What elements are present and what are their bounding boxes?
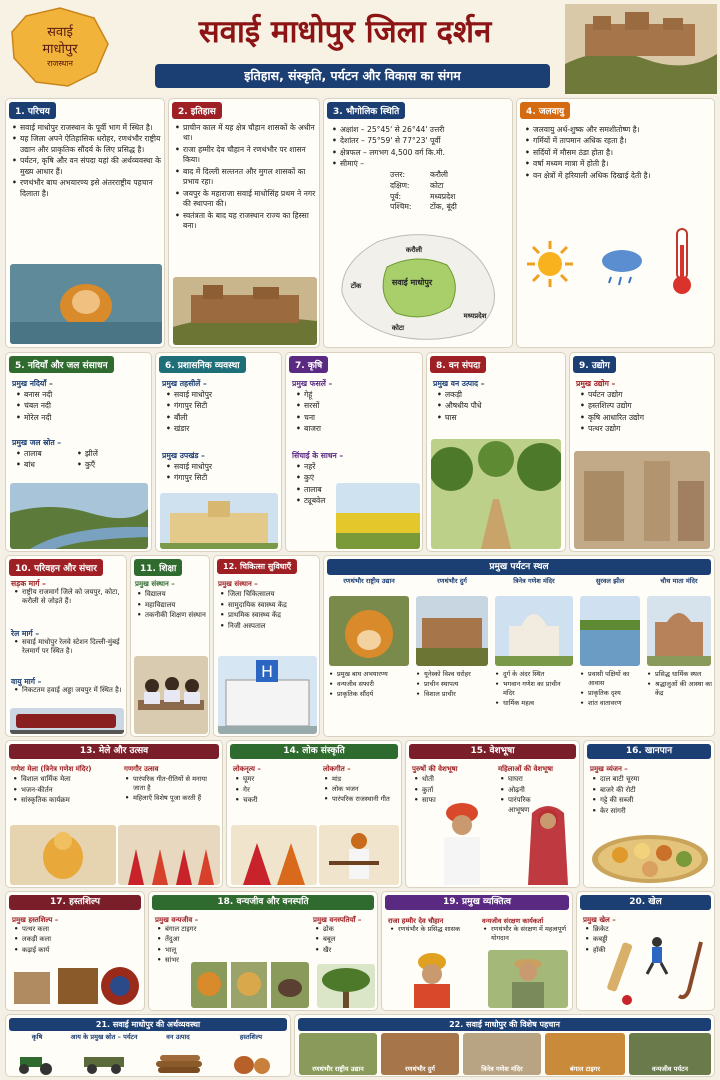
section-folk-culture <box>226 740 402 888</box>
tourism-place-list <box>328 670 410 700</box>
thermometer-icon <box>667 225 697 297</box>
attire-item: • साफा <box>413 796 473 806</box>
tourism-place-list <box>494 670 574 709</box>
climate-list <box>524 125 710 182</box>
economy-item: हस्तशिल्प <box>239 1033 263 1041</box>
borders-label: • सीमाएं – <box>331 159 509 169</box>
cuisine-heading: 16. खानपान <box>587 744 711 759</box>
health-item: • प्राथमिक स्वास्थ्य केंद्र <box>219 611 319 621</box>
crop-item: • गेहूं <box>295 390 415 400</box>
rail-list <box>13 638 125 657</box>
gangaur-label: गणगौर उत्सव <box>124 765 159 773</box>
musician-image <box>319 825 399 885</box>
fort-image <box>173 277 317 345</box>
section-industry <box>569 352 715 552</box>
tourism-item: • श्रद्धालुओं की आस्था का केंद्र <box>646 680 712 698</box>
dish-item: • दाल बाटी चूरमा <box>591 775 711 785</box>
dish-item: • बाजरे की रोटी <box>591 786 711 796</box>
tourism-item: • शांत वातावरण <box>579 699 641 708</box>
tourism-item: • भगवान गणेश का प्राचीन मंदिर <box>494 680 574 698</box>
hockey-stick-icon <box>677 940 709 1004</box>
tourism-item: • प्रमुख बाघ अभयारण्य <box>328 670 410 679</box>
animal-item: • तेंदुआ <box>156 935 226 944</box>
water-item: • बांध <box>15 460 75 470</box>
subdivisions-label: प्रमुख उपखंड – <box>162 451 205 460</box>
folk-heading: 14. लोक संस्कृति <box>230 744 398 759</box>
subdivisions-list <box>165 462 279 485</box>
dance-item: • चकरी <box>234 796 314 806</box>
history-item: • जयपुर के महाराजा सवाई माधोसिंह प्रथम ने नगर की स्थापना की। <box>174 189 316 210</box>
section-health <box>213 555 320 737</box>
section-history-heading: 2. इतिहास <box>172 102 222 119</box>
identity-card <box>545 1033 625 1075</box>
climate-item: • वन क्षेत्रों में हरियाली अधिक दिखाई देती है। <box>524 171 710 181</box>
attire-item: • कुर्ता <box>413 786 473 796</box>
industry-label: प्रमुख उद्योग – <box>576 379 616 388</box>
border-east-label: पूर्व: <box>390 191 402 201</box>
logs-icon <box>154 1053 204 1075</box>
tourism-item: • यूनेस्को विश्व धरोहर <box>415 670 489 679</box>
song-item: • मांड <box>323 775 401 784</box>
section-health-heading: 12. चिकित्सा सुविधाएँ <box>217 559 297 574</box>
road-item: • राष्ट्रीय राजमार्ग जिले को जयपुर, कोटा, करौली से जोड़ते हैं। <box>13 588 125 606</box>
handicraft-item: • पत्थर कला <box>13 925 141 934</box>
section-geography-heading: 3. भौगोलिक स्थिति <box>327 102 405 119</box>
tehsils-label: प्रमुख तहसीलें – <box>162 379 207 388</box>
rivers-label: प्रमुख नदियाँ – <box>12 379 53 388</box>
section-admin-heading: 6. प्रशासनिक व्यवस्था <box>159 356 246 373</box>
section-forest-heading: 8. वन संपदा <box>430 356 486 373</box>
handicraft-list <box>13 925 141 956</box>
border-north-label: उत्तर: <box>390 170 406 179</box>
section-forest <box>426 352 566 552</box>
tourism-place-name: रणथंभौर दुर्ग <box>437 577 467 585</box>
tourism-item: • प्राकृतिक सौंदर्य <box>328 690 410 699</box>
woman-in-traditional-dress-image <box>518 793 578 885</box>
road-label: सड़क मार्ग – <box>11 579 46 588</box>
industry-item: • हस्तशिल्प उद्योग <box>579 401 711 411</box>
identity-label: वन्यजीव पर्यटन <box>651 1064 689 1073</box>
tehsil-item: • खंडार <box>165 424 279 434</box>
identity-label: त्रिनेत्र गणेश मंदिर <box>481 1064 523 1073</box>
tractor-icon <box>14 1053 60 1075</box>
tourism-item: • धार्मिक महत्व <box>494 699 574 708</box>
border-south: कोटा <box>430 180 444 190</box>
fair-item: • महिलाएँ विशेष पूजा करती हैं <box>124 794 220 803</box>
section-cuisine <box>583 740 715 888</box>
history-item: • बाद में दिल्ली सल्तनत और मुगल शासकों का प्रभाव रहा। <box>174 167 316 188</box>
identity-heading: 22. सवाई माधोपुर की विशेष पहचान <box>298 1018 711 1031</box>
section-fairs <box>5 740 223 888</box>
section-rivers-heading: 5. नदियाँ और जल संसाधन <box>9 356 114 373</box>
road-list <box>13 588 125 607</box>
history-item: • राजा हम्मीर देव चौहान ने रणथंभौर पर शासन किया। <box>174 145 316 166</box>
forest-item: • लकड़ी <box>436 390 560 400</box>
folk-song-list <box>323 775 401 805</box>
handicraft-item: • कढ़ाई कार्य <box>13 946 141 955</box>
train-image <box>10 708 124 734</box>
longitude: • देशांतर – 75°59' से 77°23' पूर्वी <box>331 136 509 146</box>
forest-item: • औषधीय पौधे <box>436 401 560 411</box>
page-subtitle: इतिहास, संस्कृति, पर्यटन और विकास का संगम <box>155 64 550 88</box>
tourism-place-name: सुरवल झील <box>595 577 625 585</box>
tourism-item: • विशाल प्राचीर <box>415 690 489 699</box>
health-item: • निजी अस्पताल <box>219 622 319 632</box>
border-north: करौली <box>430 170 449 179</box>
forest-item: • घास <box>436 413 560 423</box>
section-rivers <box>5 352 152 552</box>
section-climate <box>516 98 715 348</box>
badge-line1: सवाई <box>47 25 73 40</box>
ganesh-idol-image <box>10 825 116 885</box>
dance-item: • घूमर <box>234 775 314 785</box>
industry-item: • पर्यटन उद्योग <box>579 390 711 400</box>
dish-item: • गट्टे की सब्जी <box>591 796 711 806</box>
subdivision-item: • गंगापुर सिटी <box>165 473 279 483</box>
section-geography <box>323 98 513 348</box>
hammir-list <box>389 925 477 935</box>
hockey-player-icon <box>639 936 675 976</box>
health-list <box>219 590 319 633</box>
tourism-item: • प्रवासी पक्षियों का आवास <box>579 670 641 688</box>
tehsil-item: • सवाई माधोपुर <box>165 390 279 400</box>
tourism-place <box>414 578 490 734</box>
dance-item: • गेर <box>234 786 314 796</box>
lake-image <box>580 596 640 666</box>
intro-item: • सवाई माधोपुर राजस्थान के पूर्वी भाग में स्थित है। <box>11 123 161 133</box>
dish-item: • केर सांगरी <box>591 807 711 817</box>
men-attire-label: पुरुषों की वेशभूषा <box>412 765 458 773</box>
attire-item: • पारंपरिक आभूषण <box>499 796 553 815</box>
section-industry-heading: 9. उद्योग <box>573 356 616 373</box>
identity-card <box>463 1033 541 1075</box>
section-intro-heading: 1. परिचय <box>9 102 56 119</box>
economy-item: कृषि <box>31 1033 43 1041</box>
economy-item: आय के प्रमुख स्रोत – पर्यटन <box>70 1033 138 1041</box>
crop-item: • चना <box>295 413 415 423</box>
cuisine-list <box>591 775 711 818</box>
conservationist-image <box>488 950 568 1008</box>
folk-song-label: लोकगीत – <box>323 765 351 773</box>
tourism-item: • प्राकृतिक दृश्य <box>579 689 641 698</box>
mustard-field-image <box>336 483 420 549</box>
geography-list <box>331 125 509 171</box>
identity-card <box>299 1033 377 1075</box>
song-item: • पारंपरिक राजस्थानी गीत <box>323 795 401 804</box>
river-item: • मोरेल नदी <box>15 413 145 423</box>
plant-item: • खैर <box>314 946 376 955</box>
attire-item: • ओढ़नी <box>499 786 553 796</box>
industry-list <box>579 390 711 436</box>
economy-item: वन उत्पाद <box>166 1033 190 1041</box>
tehsils-list <box>165 390 279 436</box>
hospital-image <box>218 656 317 734</box>
history-item: • स्वतंत्रता के बाद यह राजस्थान राज्य का हिस्सा बना। <box>174 211 316 232</box>
water-item: • तालाब <box>15 449 75 459</box>
animal-item: • सांभर <box>156 956 226 965</box>
air-list <box>13 686 125 696</box>
industry-item: • पत्थर उद्योग <box>579 424 711 434</box>
stone-carving-image <box>574 451 710 549</box>
section-history <box>168 98 320 348</box>
personality-item: • रणथंभौर के प्रसिद्ध शासक <box>389 925 477 934</box>
personality-item: • रणथंभौर के संरक्षण में महत्वपूर्ण योगदान <box>482 925 572 943</box>
identity-card <box>629 1033 711 1075</box>
rail-label: रेल मार्ग – <box>11 629 40 638</box>
folk-dance-list <box>234 775 314 807</box>
identity-card <box>381 1033 459 1075</box>
folk-dance-label: लोकनृत्य – <box>233 765 261 773</box>
cuisine-label: प्रमुख व्यंजन – <box>590 765 628 773</box>
tiger-image <box>329 596 409 666</box>
border-south-label: दक्षिण: <box>390 180 410 190</box>
education-item: • विद्यालय <box>136 590 210 600</box>
thali-image <box>590 829 710 885</box>
health-item: • जिला चिकित्सालय <box>219 590 319 600</box>
badge-line3: राजस्थान <box>47 59 73 68</box>
water-list-a <box>15 449 75 472</box>
handicraft-items-image <box>10 962 142 1008</box>
fair-item: • सांस्कृतिक कार्यक्रम <box>12 796 112 806</box>
irrigation-item: • नहरें <box>295 462 415 472</box>
classroom-image <box>134 656 208 734</box>
section-climate-heading: 4. जलवायु <box>520 102 570 119</box>
sport-item: • क्रिकेट <box>584 925 664 934</box>
tourism-place <box>578 578 642 734</box>
svg-text:H: H <box>260 662 274 681</box>
map-label-kota: कोटा <box>391 324 405 332</box>
tourism-place <box>493 578 575 734</box>
chauth-mata-temple-image <box>647 596 711 666</box>
subdivision-item: • सवाई माधोपुर <box>165 462 279 472</box>
map-label-karauli: करौली <box>405 246 423 254</box>
water-item: • कुएँ <box>76 460 136 470</box>
education-item: • तकनीकी शिक्षण संस्थान <box>136 611 210 621</box>
personalities-heading: 19. प्रमुख व्यक्तित्व <box>385 895 569 910</box>
section-wildlife <box>148 891 378 1011</box>
handicraft-item: • लकड़ी कला <box>13 935 141 944</box>
climate-item: • गर्मियों में तापमान अधिक रहता है। <box>524 136 710 146</box>
gangaur-dancers-image <box>118 825 220 885</box>
header <box>0 0 720 96</box>
climate-item: • वर्षा मध्यम मात्रा में होती है। <box>524 159 710 169</box>
tourism-place <box>327 578 411 734</box>
history-list <box>174 123 316 233</box>
area: • क्षेत्रफल – लगभग 4,500 वर्ग कि.मी. <box>331 148 509 158</box>
temple-image <box>495 596 573 666</box>
attire-heading: 15. वेशभूषा <box>409 744 576 759</box>
tourism-place-name: रणथंभौर राष्ट्रीय उद्यान <box>343 577 395 585</box>
plant-item: • बबूल <box>314 935 376 944</box>
section-personalities <box>381 891 573 1011</box>
border-west-label: पश्चिम: <box>390 202 412 212</box>
government-building-image <box>160 493 278 549</box>
king-portrait-image <box>402 950 462 1008</box>
tourism-place-list <box>646 670 712 699</box>
sports-label: प्रमुख खेल – <box>583 916 616 924</box>
gangaur-list <box>124 775 220 804</box>
economy-heading: 21. सवाई माधोपुर की अर्थव्यवस्था <box>9 1018 287 1031</box>
history-item: • प्राचीन काल में यह क्षेत्र चौहान शासकों के अधीन था। <box>174 123 316 144</box>
activist-label: वन्यजीव संरक्षण कार्यकर्ता <box>482 917 544 925</box>
activist-list <box>482 925 572 944</box>
section-identity <box>294 1014 715 1077</box>
tourism-place <box>645 578 713 734</box>
tourism-item: • प्राचीन स्थापत्य <box>415 680 489 689</box>
badge-line2: माधोपुर <box>42 42 78 57</box>
air-item: • निकटतम हवाई अड्डा जयपुर में स्थित है। <box>13 686 125 695</box>
forest-list <box>436 390 560 424</box>
rivers-list <box>15 390 145 424</box>
attire-item: • घाघरा <box>499 775 553 785</box>
tehsil-item: • गंगापुर सिटी <box>165 401 279 411</box>
education-item: • महाविद्यालय <box>136 601 210 611</box>
forest-label: प्रमुख वन उत्पाद – <box>433 379 485 388</box>
wildlife-list <box>156 925 226 967</box>
crops-label: प्रमुख फसलें – <box>292 379 333 388</box>
section-agriculture <box>285 352 423 552</box>
wild-animals-image <box>191 962 309 1008</box>
river-item: • चंबल नदी <box>15 401 145 411</box>
water-item: • झीलें <box>76 449 136 459</box>
irrigation-item: • ट्यूबवेल <box>295 496 415 506</box>
intro-item: • यह जिला अपने ऐतिहासिक धरोहर, रणथंभौर राष्ट्रीय उद्यान और प्राकृतिक सौंदर्य के लिए प्रसिद्ध है। <box>11 134 161 155</box>
health-label: प्रमुख संस्थान – <box>218 580 258 588</box>
crop-item: • बाजरा <box>295 424 415 434</box>
section-agri-heading: 7. कृषि <box>289 356 328 373</box>
intro-item: • रणथंभौर बाघ अभयारण्य इसे अंतरराष्ट्रीय पहचान दिलाता है। <box>11 178 161 199</box>
section-economy <box>5 1014 291 1077</box>
animal-item: • बंगाल टाइगर <box>156 925 226 934</box>
section-tourism <box>323 555 715 737</box>
section-intro <box>5 98 165 348</box>
hammir-label: राजा हम्मीर देव चौहान <box>388 917 444 925</box>
fort-image <box>416 596 488 666</box>
education-label: प्रमुख संस्थान – <box>135 580 175 588</box>
section-handicraft <box>5 891 145 1011</box>
song-item: • लोक भजन <box>323 785 401 794</box>
irrigation-item: • कुएं <box>295 473 415 483</box>
map-label-tonk: टोंक <box>350 282 362 290</box>
flora-list <box>314 925 376 956</box>
river-image <box>10 483 148 549</box>
tourism-item: • वन्यजीव सफारी <box>328 680 410 689</box>
fair-item: • विशाल धार्मिक मेला <box>12 775 112 785</box>
latitude: • अक्षांश – 25°45' से 26°44' उत्तरी <box>331 125 509 135</box>
forest-image <box>431 439 561 549</box>
border-east: मध्यप्रदेश <box>430 191 456 201</box>
industry-item: • कृषि आधारित उद्योग <box>579 413 711 423</box>
animal-item: • भालू <box>156 946 226 955</box>
crop-item: • सरसों <box>295 401 415 411</box>
section-attire <box>405 740 580 888</box>
sport-item: • कबड्डी <box>584 935 664 944</box>
tourism-heading: प्रमुख पर्यटन स्थल <box>327 559 711 575</box>
tourism-item: • दुर्ग के अंदर स्थित <box>494 670 574 679</box>
identity-label: रणथंभौर दुर्ग <box>405 1064 435 1073</box>
wildlife-heading: 18. वन्यजीव और वनस्पति <box>152 895 374 910</box>
page-title: सवाई माधोपुर जिला दर्शन <box>198 14 492 50</box>
cricket-bat-icon <box>605 936 637 1008</box>
borders-table <box>390 170 510 213</box>
identity-label: बंगाल टाइगर <box>569 1064 601 1073</box>
section-administration <box>155 352 282 552</box>
sun-icon <box>525 239 575 289</box>
folk-dancers-image <box>231 825 317 885</box>
climate-item: • जलवायु अर्ध-शुष्क और समशीतोष्ण है। <box>524 125 710 135</box>
wildlife-label: प्रमुख वन्यजीव – <box>155 916 199 924</box>
section-sports <box>576 891 715 1011</box>
water-sources-label: प्रमुख जल स्रोत – <box>12 438 62 447</box>
sport-item: • हॉकी <box>584 946 664 955</box>
rain-cloud-icon <box>597 243 647 293</box>
safari-jeep-icon <box>80 1053 130 1075</box>
fairs-heading: 13. मेले और उत्सव <box>9 744 219 759</box>
intro-item: • पर्यटन, कृषि और वन संपदा यहां की अर्थव्यवस्था के मुख्य आधार हैं। <box>11 156 161 177</box>
map-label-center: सवाई माधोपुर <box>391 278 433 287</box>
women-attire-label: महिलाओं की वेशभूषा <box>498 765 553 773</box>
section-transport-heading: 10. परिवहन और संचार <box>9 559 103 576</box>
climate-item: • सर्दियों में मौसम ठंडा होता है। <box>524 148 710 158</box>
man-in-turban-image <box>432 793 492 885</box>
attire-item: • धोती <box>413 775 473 785</box>
pottery-icon <box>230 1051 274 1075</box>
irrigation-label: सिंचाई के साधन – <box>292 451 344 460</box>
tourism-place-name: चौथ माता मंदिर <box>660 577 698 585</box>
water-list-b <box>76 449 136 472</box>
river-item: • बनास नदी <box>15 390 145 400</box>
handicraft-heading: 17. हस्तशिल्प <box>9 895 141 910</box>
handicraft-label: प्रमुख हस्तशिल्प – <box>12 916 59 924</box>
fair-item: • भजन-कीर्तन <box>12 786 112 796</box>
tehsil-item: • बौंली <box>165 413 279 423</box>
section-education <box>130 555 210 737</box>
education-list <box>136 590 210 622</box>
fair-item: • पारंपरिक गीत-रीतियों से मनाया जाता है <box>124 775 220 793</box>
border-west: टोंक, बूंदी <box>430 202 457 212</box>
tourism-place-list <box>579 670 641 709</box>
section-transport <box>5 555 127 737</box>
map-label-mp: मध्यप्रदेश <box>463 312 487 320</box>
flora-label: प्रमुख वनस्पतियाँ – <box>313 916 362 924</box>
tree-image <box>317 964 375 1008</box>
section-education-heading: 11. शिक्षा <box>134 559 182 576</box>
air-label: वायु मार्ग – <box>11 677 42 686</box>
crops-list <box>295 390 415 436</box>
sports-heading: 20. खेल <box>580 895 711 910</box>
tourism-place-list <box>415 670 489 700</box>
rail-item: • सवाई माधोपुर रेलवे स्टेशन दिल्ली-मुंबई रेलमार्ग पर स्थित है। <box>13 638 125 656</box>
plant-item: • ढोक <box>314 925 376 934</box>
tourism-place-name: त्रिनेत्र गणेश मंदिर <box>513 577 555 585</box>
identity-label: रणथंभौर राष्ट्रीय उद्यान <box>312 1064 364 1073</box>
irrigation-item: • तालाब <box>295 485 415 495</box>
ganesh-fair-list <box>12 775 112 807</box>
fort-illustration <box>565 4 717 94</box>
tourism-item: • प्रसिद्ध धार्मिक स्थल <box>646 670 712 679</box>
ganesh-fair-label: गणेश मेला (त्रिनेत्र गणेश मंदिर) <box>11 765 92 773</box>
health-item: • सामुदायिक स्वास्थ्य केंद्र <box>219 601 319 611</box>
tiger-in-water-image <box>10 264 162 344</box>
intro-list <box>11 123 161 200</box>
